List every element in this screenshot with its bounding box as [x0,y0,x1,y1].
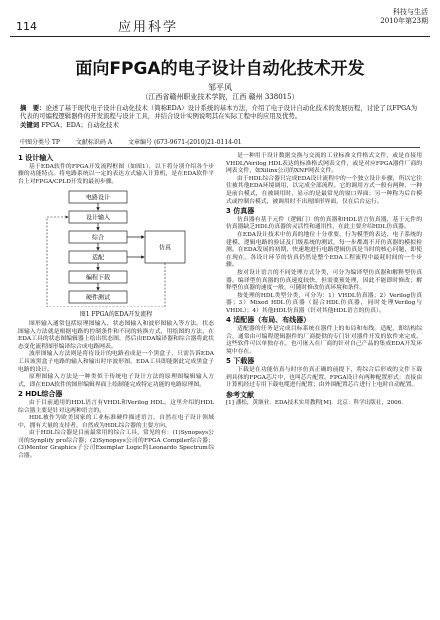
left-column [18,153,214,461]
abstract-block [20,104,420,129]
classification-line [20,137,420,146]
keywords-label: 关键词 [20,120,40,129]
journal-section-name: 应用科学 [118,20,179,35]
section-5-heading: 5 下载器 [226,357,255,366]
clc-number: 中图分类号 TP [20,139,60,146]
right-paragraph-2: 由于HDL综合器只完成EDA设计流程中的一个独立设计步骤，所以它往往被其他EDA环境调用，以完成全部流程。它的调用方式一般有两种，一种是前台模式，在被调用时，显示的是最常见的窗口界面；另一种称为后台模式或控制台模式，被调用时不出现图形界面，仅在后台运行。 [226,175,422,205]
section-1-paragraph-4: 原理图输入方法是一种类似于传统电子设计方法的原理图编辑输入方式，即在EDA软件的图形编辑界面上绘制能完成特定功能的电路原理图。 [18,374,214,388]
section-2-heading: 2 HDL综合器 [18,390,63,399]
flow-diagram-figure [41,189,191,309]
section-3-paragraph-1: 仿真器有基于元件（逻辑门）的仿真器和HDL语言仿真器，基于元件的仿真器缺乏HDL仿真器的灵活性和通用性，在此主要介绍HDL仿真器。 [226,216,422,231]
label-circuit-design: 电路设计 [85,194,111,202]
section-1-heading: 1 设计输入 [18,154,54,162]
article-title: 面向FPGA的电子设计自动化技术开发 [75,59,365,79]
document-code: 文献标识码 A [75,139,113,146]
section-3-paragraph-2: 在EDA设计技术中仿真的地位十分重要，行为模型的表达、电子系统的建模、逻辑电路的验证及门级系统的测试，每一步都离不开仿真器的模拟检测。在EDA发展的初期，快速地进行电路逻辑仿真是当时的核心问题，即使在现在，各设计环节的仿真仍然是整个EDA工程流程中最耗时间的一个步骤。 [226,231,422,269]
section-5-paragraph-1: 下载是在功能仿真与时序仿真正确的前提下，将综合后形成的文件下载到具体的FPGA芯片中，也叫芯片配置。FPGA设计有两种配置形式：直接由计算机经过专用下载电缆进行配置；由外围配置芯片进行上电时自动配置。 [226,367,422,389]
section-1-paragraph-1: 基于EDA软件的FPGA开发流程框图（如图1），以下将分别介绍各个步骤的功能特点。将电路系统以一定的表达方式输入计算机，是在EDA软件平台上对FPGA/CPLD开发的最初步骤。 [18,163,214,185]
section-2-paragraph-1: 由于目前通用的HDL语言有VHDL和Verilog HDL，这里介绍的HDL综合器主要是针对这两种语言的。 [18,399,214,414]
section-4-heading: 4 适配器（布局、布线器） [226,316,311,325]
section-3-heading: 3 仿真器 [226,207,255,216]
label-simulation: 仿真 [158,244,172,252]
section-2-paragraph-3: 由于HDL综合器是目前最常用的综合工具，常见的有：(1)Synopsys公司的Synplify pro综合器；(2)Synopsys公司的FPGA Compiler综合器；(3)Mentor Graphics子公司Exemplar Logic的Leonardo Spectrum综合器。 [18,430,214,460]
page-number: 114 [16,20,37,33]
label-hardware-test: 硬件测试 [85,294,111,302]
article-author: 邹平风 [208,83,232,92]
label-fitting: 适配 [91,254,105,262]
author-affiliation: （江西省赣州职业技术学院，江西 赣州 338015） [141,93,299,101]
journal-issue-note: 科技与生活 2010年第23期 [380,8,428,25]
references-heading: 参考文献 [226,390,254,399]
section-1-paragraph-3: 波形图输入方法则是将待设计的电路看成是一个黑盒子，只需告诉EDA工具该黑盒子电路的输入和输出时序波形图，EDA工具即能据此完成黑盒子电路的设计。 [18,351,214,373]
abstract-text: 论述了基于现代电子设计自动化技术（简称EDA）设计系统的基本方法，介绍了电子设计自动化技术的发展历程，讨论了以FPGA为代表的可编程逻辑器件的开发流程与设计工具，并结合设计实例说明其在实际工程中的应用及优势。 [20,104,418,121]
journal-header [10,6,430,37]
section-4-paragraph-1: 适配器的任务是完成目标系统在器件上的布局和布线。适配，即结构综合，通常由可编程逻辑器件的厂商提供的专门针对器件开发的软件来完成。这些软件可以单独存在，也可嵌入在厂商的针对自己产品的集成EDA开发环境中存在。 [226,326,422,355]
right-paragraph-1: 是一种用于设计数据交换与交流的工业标准文件格式文件，或是直接用VHDL/Verilog HDL表达的标准格式网表文件，或是对应FPGA器件厂商的网表文件，如Xilinx公司的XNF网表文件。 [226,153,422,175]
label-design-input: 设计输入 [85,214,111,222]
eda-flow-diagram [41,189,191,307]
reference-1: [1] 潘松，黄继业．EDA技术实用教程[M]．北京：科学出版社，2006． [226,400,407,407]
label-programming: 编程下载 [85,274,111,282]
header-divider [20,147,420,148]
article-number: 文章编号 (673-9671-(2010)21-0114-01 [128,139,242,146]
section-3-paragraph-3: 按对设计语言的不同处理方式分类，可分为编译型仿真器和解释型仿真器。编译型仿真器的仿真速度较快，但需要预处理，因此不能即时修改；解释型仿真器的速度一般，可随时修改仿真环境和条件。 [226,269,422,292]
keywords-text: FPGA；EDA；自动化技术 [41,120,119,129]
section-3-paragraph-4: 按处理的HDL类型分类，可分为：1）VHDL仿真器；2）Verilog仿真器；3）Mixed HDL仿真器（混合HDL仿真器，同时处理Verilog与VHDL）；4）其他HDL仿真器（针对其他HDL语言的仿真）。 [226,292,422,314]
right-column [226,153,422,408]
section-1-paragraph-2: 图形输入通常包括原理图输入、状态图输入和波形图输入等方法。状态图输入方法就是根据电路的控制条件和不同的转换方式，用绘图的方法，在EDA工具的状态图编辑器上绘出状态图，然后由EDA编译器和综合器将此状态变化流程图形编译综合成电路网表。 [18,320,214,350]
label-synthesis: 综合 [91,234,105,242]
figure-1-caption: 图1 FPGA的EDA开发流程 [79,311,153,319]
abstract-label: 摘 要： [20,104,46,112]
section-2-paragraph-2: HDL被作为欧美国家的工业标准硬件描述语言，自然在电子设计领域中，拥有大量的支持者，自然成为HDL综合器的主要方向。 [18,415,214,429]
